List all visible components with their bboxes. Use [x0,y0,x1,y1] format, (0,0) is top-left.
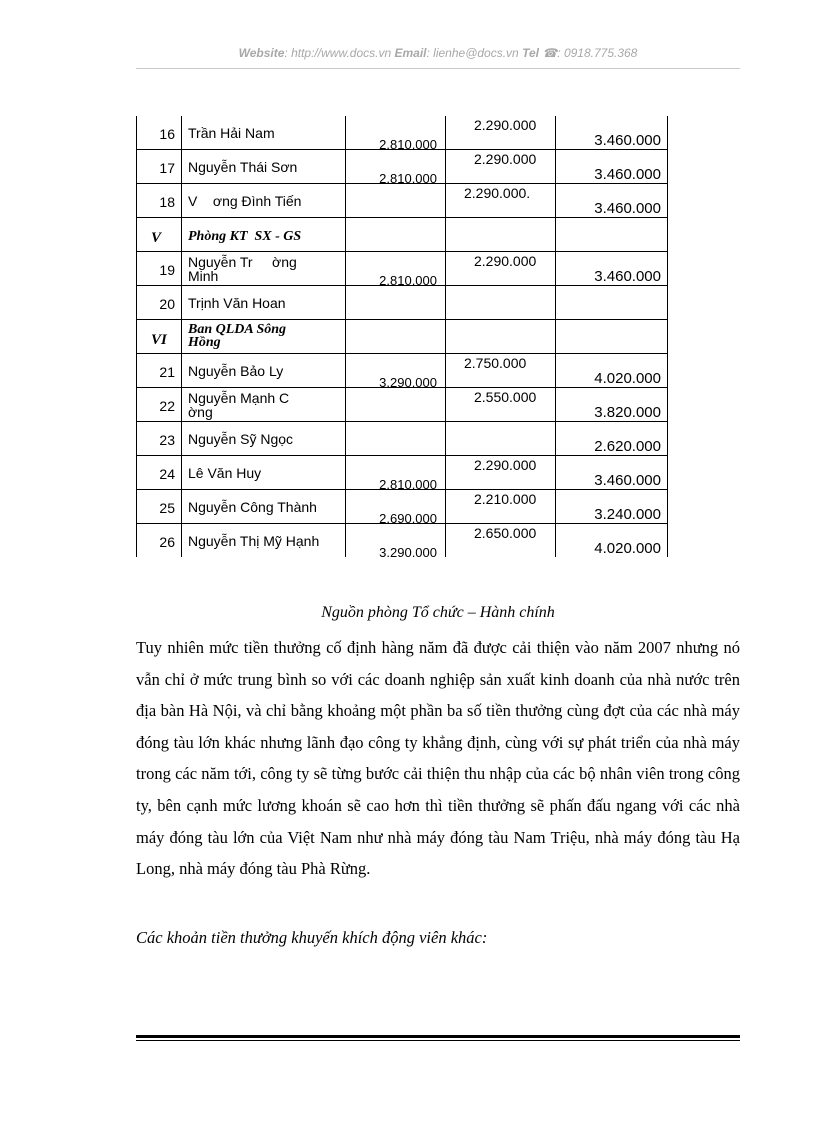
value-col2: 2.290.000 [474,117,537,133]
row-number: 19 [159,262,175,278]
employee-name: Nguyễn Thái Sơn [188,159,298,175]
value-col2: 2.550.000 [474,389,537,405]
section-title: Phòng KT SX - GS [188,229,302,244]
email-value: : lienhe@docs.vn [426,46,519,60]
section-row [137,218,668,252]
value-col1: 2.810.000 [379,273,437,288]
footer-rule-thin [136,1040,740,1041]
employee-name: V ơng Đình Tiến [188,193,302,209]
phone-icon: ☎ [542,46,558,60]
value-col3: 3.820.000 [594,404,661,421]
employee-name: Nguyễn Công Thành [188,499,317,515]
value-col1: 2.810.000 [379,171,437,186]
value-col2: 2.290.000 [474,151,537,167]
value-col2: 2.210.000 [474,491,537,507]
section-row [137,320,668,354]
value-col3: 3.460.000 [594,200,661,217]
value-col2: 2.290.000 [474,457,537,473]
value-col2: 2.290.000 [474,253,537,269]
value-col1: 2.690.000 [379,511,437,526]
table-row [137,388,668,422]
table-row [137,456,668,490]
row-number: 24 [159,466,175,482]
section-number: V [151,230,162,246]
row-number: 25 [159,500,175,516]
table-row [137,116,668,150]
employee-name: Nguyễn Mạnh C ờng [188,390,305,420]
value-col2: 2.650.000 [474,525,537,541]
section-number: VI [151,332,167,348]
employee-name: Nguyễn Bảo Ly [188,363,284,379]
table-row [137,286,668,320]
table-row [137,490,668,524]
value-col3: 3.460.000 [594,472,661,489]
table-row [137,184,668,218]
value-col1: 3.290.000 [379,545,437,560]
value-col1: 2.810.000 [379,137,437,152]
value-col3: 2.620.000 [594,438,661,455]
header-rule [136,68,740,69]
email-label: Email [394,46,427,60]
value-col3: 3.460.000 [594,166,661,183]
row-number: 16 [159,126,175,142]
employee-name: Nguyễn Tr ờng Minh [188,254,301,284]
value-col3: 4.020.000 [594,370,661,387]
row-number: 18 [159,194,175,210]
value-col1: 2.810.000 [379,477,437,492]
employee-name: Trịnh Văn Hoan [188,295,286,311]
tel-value: : 0918.775.368 [557,46,638,60]
row-number: 17 [159,160,175,176]
row-number: 20 [159,296,175,312]
section-subheading: Các khoản tiền thưởng khuyến khích động viên khác: [136,928,488,947]
body-paragraph: Tuy nhiên mức tiền thưởng cố định hàng năm đã được cải thiện vào năm 2007 nhưng nó vẫn chỉ ở mức trung bình so với các doanh nghiệp sản xuất kinh doanh của nhà nước trên địa bàn Hà Nội, và chỉ bằng khoảng một phần ba số tiền thưởng cùng đợt của các nhà máy đóng tàu lớn khác nhưng lãnh đạo công ty khẳng định, cùng với sự phát triển của nhà máy trong các năm tới, công ty sẽ từng bước cải thiện thu nhập của các bộ nhân viên trong công ty, bên cạnh mức lương khoán sẽ cao hơn thì tiền thưởng sẽ phấn đấu ngang với các nhà máy đóng tàu lớn của Việt Nam như nhà máy đóng tàu Nam Triệu, nhà máy đóng tàu Hạ Long, nhà máy đóng tàu Phà Rừng. [136,638,740,879]
table-source-caption: Nguồn phòng Tổ chức – Hành chính [321,604,555,621]
value-col3: 3.460.000 [594,132,661,149]
value-col2: 2.750.000 [464,355,527,371]
table-row [137,150,668,184]
value-col1: 3.290.000 [379,375,437,390]
row-number: 23 [159,432,175,448]
employee-name: Nguyễn Thị Mỹ Hạnh [188,533,320,549]
row-number: 26 [159,534,175,550]
tel-label: Tel [522,46,539,60]
footer-rule-thick [136,1035,740,1038]
website-label: Website [238,46,285,60]
salary-table [136,116,668,560]
row-number: 22 [159,398,175,414]
employee-name: Nguyễn Sỹ Ngọc [188,431,294,447]
value-col3: 3.240.000 [594,506,661,523]
website-value: : http://www.docs.vn [284,46,392,60]
table-row [137,524,668,558]
value-col3: 4.020.000 [594,540,661,557]
table-row [137,422,668,456]
row-number: 21 [159,364,175,380]
table-row [137,354,668,388]
table-row [137,252,668,286]
value-col2: 2.290.000. [464,185,531,201]
value-col3: 3.460.000 [594,268,661,285]
section-title: Ban QLDA Sông Hồng [188,322,287,350]
employee-name: Trần Hải Nam [188,125,275,141]
employee-name: Lê Văn Huy [188,465,262,481]
page-header [136,46,740,60]
